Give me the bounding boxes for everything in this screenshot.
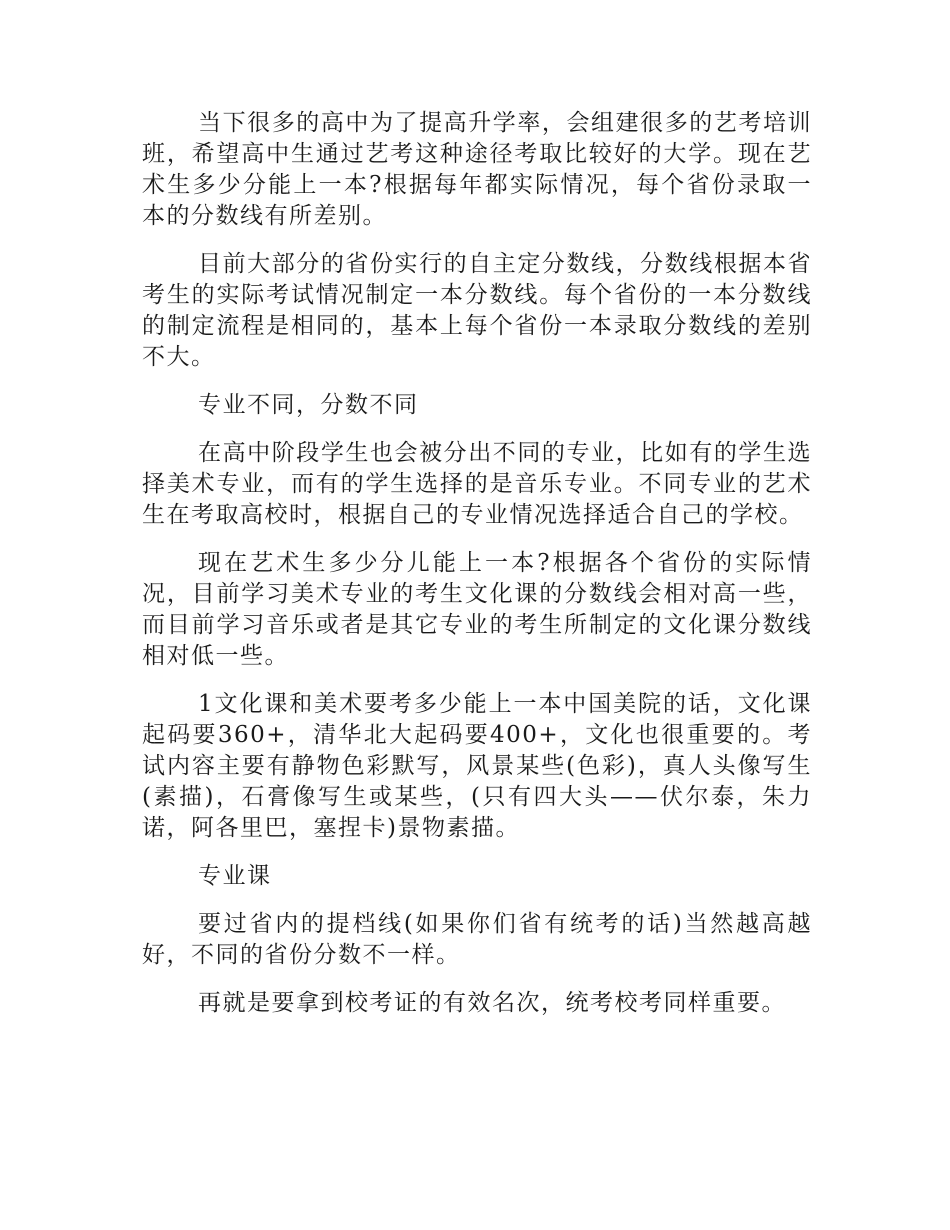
- document-body: [142, 108, 812, 1036]
- paragraph-intro: 当下很多的高中为了提高升学率，会组建很多的艺考培训班，希望高中生通过艺考这种途径考取比较好的大学。现在艺术生多少分能上一本?根据每年都实际情况，每个省份录取一本的分数线有所差别。: [142, 110, 812, 229]
- paragraph-provincial-lines: 目前大部分的省份实行的自主定分数线，分数线根据本省考生的实际考试情况制定一本分数线。每个省份的一本分数线的制定流程是相同的，基本上每个省份一本录取分数线的差别不大。: [142, 251, 812, 370]
- section-heading-major: 专业不同，分数不同: [198, 392, 419, 418]
- paragraph-provincial-threshold: 要过省内的提档线(如果你们省有统考的话)当然越高越好，不同的省份分数不一样。: [142, 911, 812, 968]
- section-heading-professional-course: 专业课: [198, 863, 272, 889]
- paragraph-majors: 在高中阶段学生也会被分出不同的专业，比如有的学生选择美术专业，而有的学生选择的是音乐专业。不同专业的艺术生在考取高校时，根据自己的专业情况选择适合自己的学校。: [142, 440, 812, 528]
- paragraph-culture-and-art: 1文化课和美术要考多少能上一本中国美院的话，文化课起码要360+，清华北大起码要400+，文化也很重要的。考试内容主要有静物色彩默写，风景某些(色彩)，真人头像写生(素描)，石膏像写生或某些，(只有四大头——伏尔泰，朱力诺，阿各里巴，塞捏卡)景物素描。: [142, 691, 812, 841]
- paragraph-score-difference: 现在艺术生多少分儿能上一本?根据各个省份的实际情况，目前学习美术专业的考生文化课的分数线会相对高一些，而目前学习音乐或者是其它专业的考生所制定的文化课分数线相对低一些。: [142, 550, 812, 669]
- paragraph-school-exam: 再就是要拿到校考证的有效名次，统考校考同样重要。: [198, 990, 786, 1016]
